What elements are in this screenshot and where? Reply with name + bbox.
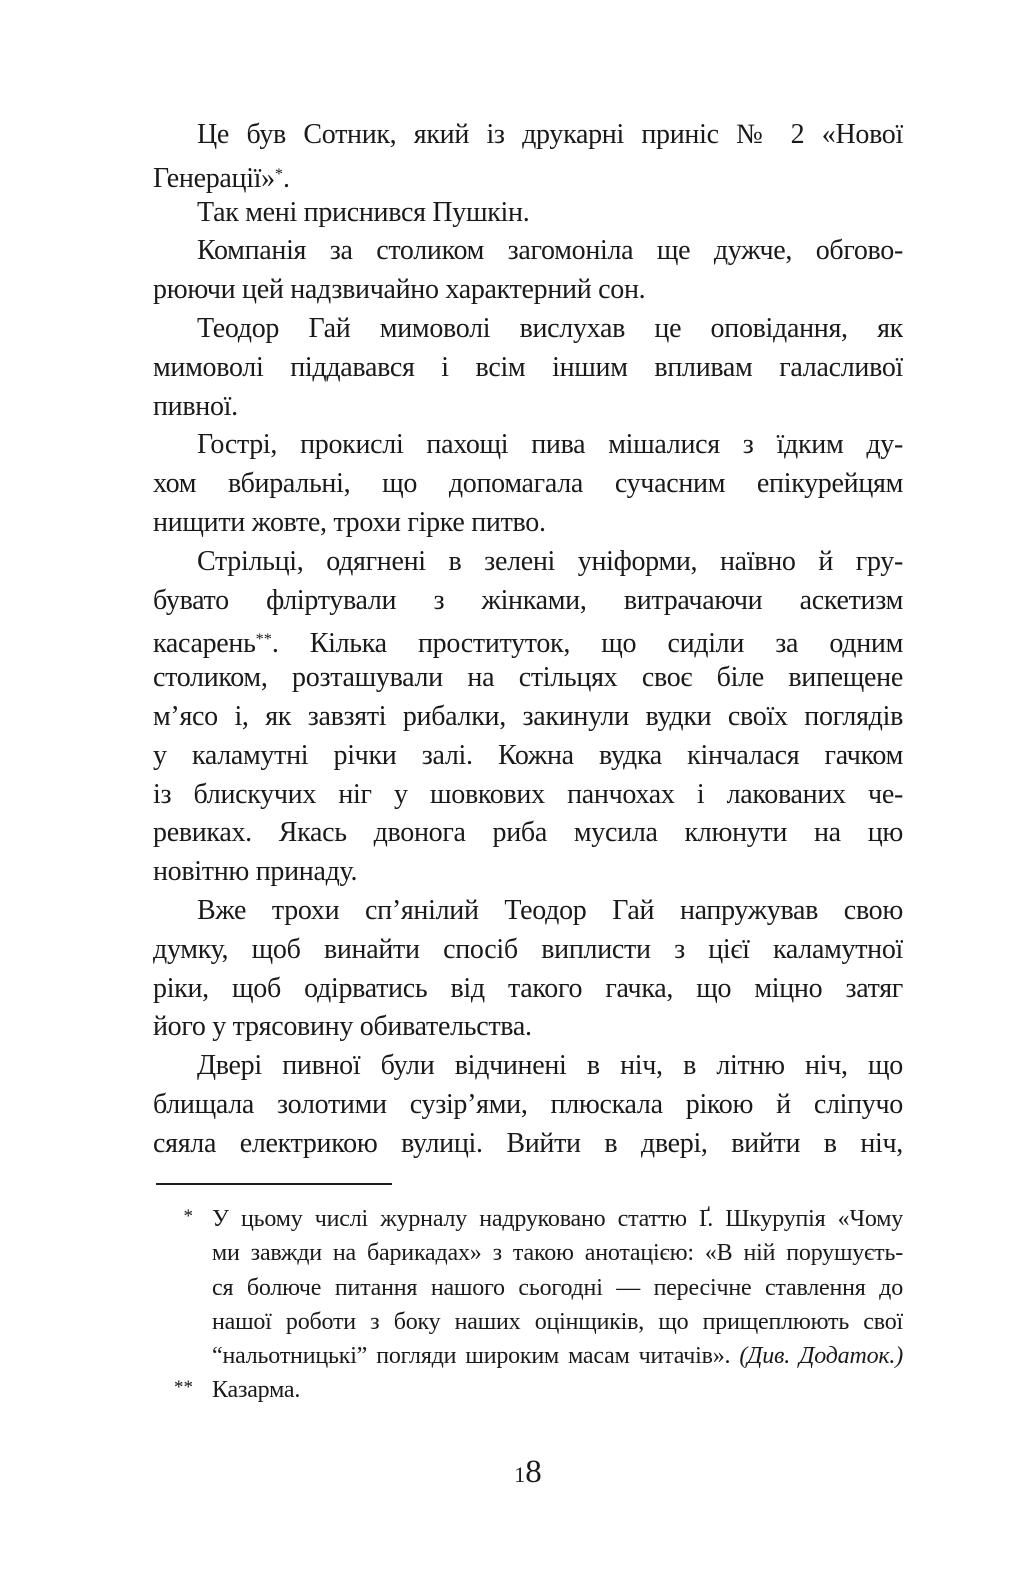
body-line [153, 388, 903, 427]
body-line [153, 620, 903, 659]
text-segment: ся болюче питання нашого сьогодні — пересічне ставлення до [212, 1274, 903, 1301]
body-line [153, 776, 903, 815]
text-segment: нашої роботи з боку наших оцінщиків, що прищеплюють свої [212, 1308, 903, 1335]
text-segment: Стрільці, одягнені в зелені уніформи, наївно й гру- [197, 545, 903, 577]
text-segment: ми завжди на барикадах» з такою анотацією: «В ній порушуєть- [212, 1240, 903, 1267]
footnote-line [212, 1236, 903, 1270]
body-line [153, 504, 903, 543]
text-segment: Так мені приснився Пушкін. [197, 196, 530, 228]
text-segment: Гострі, прокислі пахощі пива мішалися з їдким ду- [197, 429, 903, 461]
text-segment: новітню принаду. [153, 856, 358, 888]
text-segment: Це був Сотник, який із друкарні приніс № 2 «Нової [197, 119, 903, 150]
text-segment: Генерації» [153, 162, 275, 194]
body-line [153, 970, 903, 1009]
text-segment: У цьому числі журналу надруковано статтю Ґ. Шкурупія «Чому [212, 1206, 903, 1232]
text-segment: . [283, 162, 290, 194]
text-segment: хом вбиральні, що допомагала сучасним епікурейцям [153, 468, 903, 500]
body-line [153, 737, 903, 776]
page-number-digit: 8 [525, 1454, 542, 1490]
body-line [153, 426, 903, 465]
text-segment: блищала золотими сузір’ями, плюскала рікою й сліпучо [153, 1088, 903, 1120]
body-line [153, 1086, 903, 1125]
text-segment: Компанія за столиком загомоніла ще дужче, обгово- [197, 235, 903, 267]
footnote-item [153, 1373, 903, 1407]
text-segment: пивної. [153, 390, 238, 422]
text-segment: його у трясовину обивательства. [153, 1011, 532, 1043]
footnote-line [212, 1305, 903, 1339]
text-segment: мимоволі піддавався і всім іншим впливам галасливої [153, 351, 903, 383]
text-segment: нищити жовте, трохи гірке питво. [153, 506, 546, 538]
footnote-item [153, 1202, 903, 1373]
text-segment: думку, щоб винайти спосіб виплисти з цієї каламутної [153, 933, 903, 965]
body-line [153, 155, 903, 194]
text-segment: . Кілька проституток, що сиділи за одним [271, 628, 903, 660]
text-segment: столиком, розташували на стільцях своє біле випещене [153, 662, 903, 694]
text-segment: Двері пивної були відчинені в ніч, в літню ніч, що [197, 1050, 903, 1082]
text-segment: ревиках. Якась двонога риба мусила клюнути на цю [153, 817, 903, 849]
text-segment: у каламутні річки залі. Кожна вудка кінчалася гачком [153, 739, 903, 771]
body-line [153, 1047, 903, 1086]
body-line [153, 1125, 903, 1164]
body-line [153, 853, 903, 892]
body-line [153, 310, 903, 349]
text-segment: “нальотницькі” погляди широким масам читачів». [212, 1343, 740, 1370]
body-line [153, 931, 903, 970]
text-segment: ріки, щоб одірватись від такого гачка, що міцно затяг [153, 972, 903, 1004]
body-line [153, 116, 903, 155]
body-line [153, 465, 903, 504]
text-segment: із блискучих ніг у шовкових панчохах і лакованих че- [153, 778, 903, 810]
body-line [153, 1008, 903, 1047]
footnote-marker: ** [174, 1377, 193, 1399]
text-segment: Вже трохи сп’янілий Теодор Гай напружував свою [197, 894, 903, 926]
text-segment: сяяла електрикою вулиці. Вийти в двері, вийти в ніч, [153, 1127, 903, 1159]
body-line [153, 194, 903, 233]
body-line [153, 582, 903, 621]
text-segment: бувато фліртували з жінками, витрачаючи аскетизм [153, 584, 903, 616]
footnote-separator [156, 1183, 392, 1185]
body-line [153, 271, 903, 310]
body-line [153, 892, 903, 931]
body-line [153, 814, 903, 853]
footnote-line [212, 1339, 903, 1373]
text-segment: м’ясо і, як завзяті рибалки, закинули вудки своїх поглядів [153, 700, 903, 732]
body-text [153, 116, 903, 1164]
body-line [153, 543, 903, 582]
text-segment: Теодор Гай мимоволі вислухав це оповідання, як [197, 312, 903, 344]
footnote-line [212, 1202, 903, 1236]
footnote-reference-marker: ** [255, 630, 272, 649]
footnote-reference-marker: * [274, 164, 283, 183]
body-line [153, 349, 903, 388]
page-number-digit: 1 [514, 1462, 526, 1487]
footnote-marker: * [183, 1206, 193, 1227]
text-segment: рюючи цей надзвичайно характерний сон. [153, 274, 646, 306]
page-number [153, 1452, 903, 1498]
body-line [153, 232, 903, 271]
body-line [153, 659, 903, 698]
footnotes [153, 1202, 903, 1408]
footnote-line [212, 1373, 903, 1407]
footnote-line [212, 1271, 903, 1305]
body-line [153, 698, 903, 737]
text-segment: касарень [153, 628, 256, 660]
text-segment: Казарма. [212, 1377, 301, 1404]
italic-text: (Див. Додаток.) [739, 1343, 903, 1370]
